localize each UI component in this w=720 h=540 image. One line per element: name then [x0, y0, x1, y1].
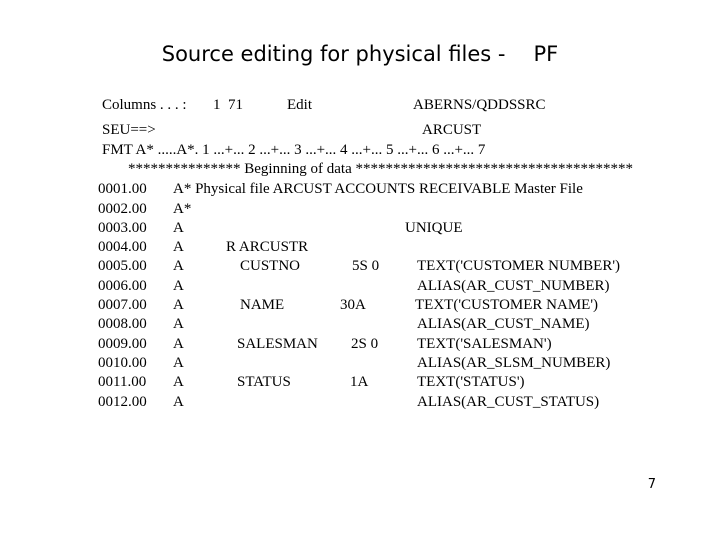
- field-length: 30A: [340, 297, 366, 313]
- form-type: A: [173, 278, 184, 294]
- member-name-label: ARCUST: [422, 122, 482, 138]
- fmt-ruler: FMT A* .....A*. 1 ...+... 2 ...+... 3 ...+... 4 ...+... 5 ...+... 6 ...+... 7: [102, 142, 486, 158]
- sequence-number: 0012.00: [98, 394, 147, 410]
- keyword: ALIAS(AR_SLSM_NUMBER): [417, 355, 611, 371]
- field-name: R ARCUSTR: [226, 239, 309, 255]
- keyword: ALIAS(AR_CUST_STATUS): [417, 394, 600, 410]
- beginning-of-data-marker: *************** Beginning of data *************************************: [128, 161, 633, 177]
- keyword: TEXT('SALESMAN'): [417, 336, 552, 352]
- form-type: A: [173, 374, 184, 390]
- columns-range: 1 71: [213, 97, 243, 113]
- sequence-number: 0002.00: [98, 201, 147, 217]
- sequence-number: 0003.00: [98, 220, 147, 236]
- sequence-number: 0001.00: [98, 181, 147, 197]
- form-type: A: [173, 394, 184, 410]
- page-title: [0, 42, 720, 66]
- seu-command-prompt[interactable]: SEU==>: [102, 122, 156, 138]
- keyword: TEXT('CUSTOMER NAME'): [415, 297, 599, 313]
- form-type: A: [173, 297, 184, 313]
- field-length: 2S 0: [351, 336, 379, 352]
- form-type: A*: [173, 201, 192, 217]
- edit-mode-label: Edit: [287, 97, 312, 113]
- form-type: A: [173, 239, 184, 255]
- keyword: TEXT('CUSTOMER NUMBER'): [417, 258, 621, 274]
- title-text: Source editing for physical files -: [161, 42, 506, 66]
- form-type: A: [173, 220, 184, 236]
- columns-label: Columns . . . :: [102, 97, 187, 113]
- field-length: 5S 0: [352, 258, 380, 274]
- field-name: SALESMAN: [237, 336, 318, 352]
- source-file-label: ABERNS/QDDSSRC: [413, 97, 546, 113]
- field-length: 1A: [350, 374, 369, 390]
- sequence-number: 0007.00: [98, 297, 147, 313]
- form-type: A: [173, 316, 184, 332]
- keyword: ALIAS(AR_CUST_NUMBER): [417, 278, 610, 294]
- title-suffix: PF: [533, 42, 559, 66]
- keyword: ALIAS(AR_CUST_NAME): [417, 316, 590, 332]
- field-name: STATUS: [237, 374, 291, 390]
- keyword: UNIQUE: [405, 220, 463, 236]
- sequence-number: 0006.00: [98, 278, 147, 294]
- sequence-number: 0008.00: [98, 316, 147, 332]
- page-number: 7: [647, 477, 656, 492]
- sequence-number: 0004.00: [98, 239, 147, 255]
- sequence-number: 0009.00: [98, 336, 147, 352]
- form-type: A: [173, 258, 184, 274]
- keyword: TEXT('STATUS'): [417, 374, 525, 390]
- form-type: A* Physical file ARCUST ACCOUNTS RECEIVABLE Master File: [173, 181, 583, 197]
- sequence-number: 0005.00: [98, 258, 147, 274]
- sequence-number: 0011.00: [98, 374, 147, 390]
- field-name: CUSTNO: [240, 258, 301, 274]
- form-type: A: [173, 355, 184, 371]
- form-type: A: [173, 336, 184, 352]
- field-name: NAME: [240, 297, 285, 313]
- sequence-number: 0010.00: [98, 355, 147, 371]
